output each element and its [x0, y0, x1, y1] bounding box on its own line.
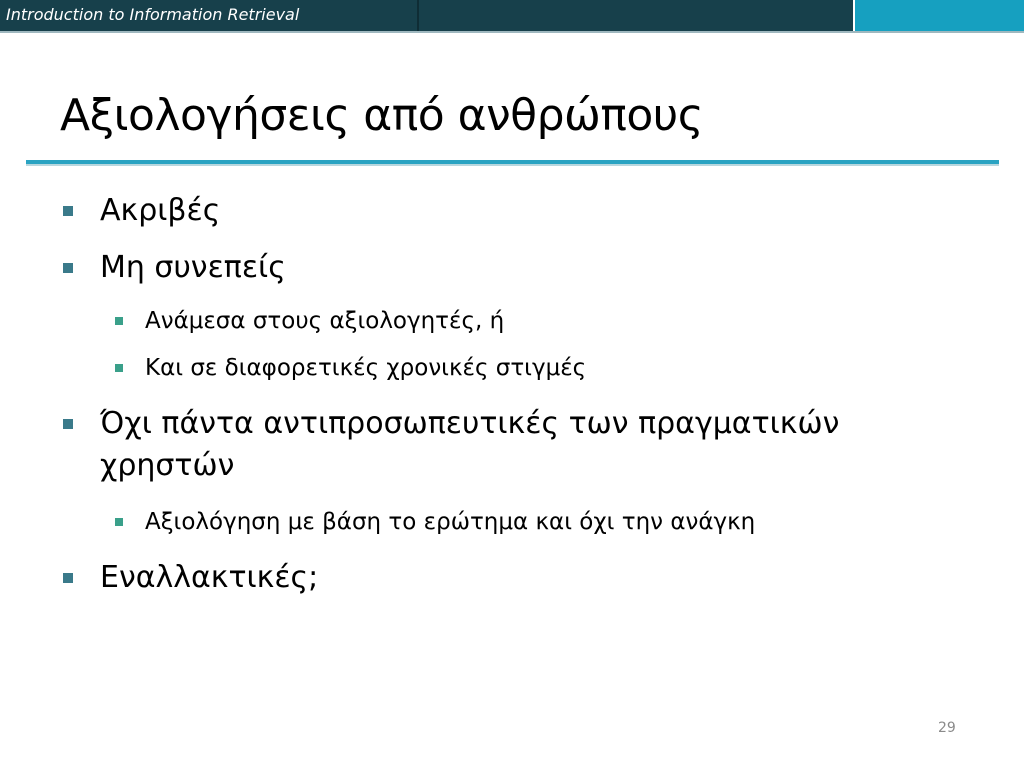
page-number: 29	[938, 720, 956, 736]
square-bullet-icon	[115, 364, 123, 372]
bullet-item	[100, 190, 220, 232]
sub-bullet-item	[145, 306, 504, 336]
square-bullet-icon	[115, 317, 123, 325]
square-bullet-icon	[63, 573, 73, 583]
bullet-text-line2: χρηστών	[100, 448, 235, 483]
bullet-item	[100, 247, 286, 289]
bullet-text: Μη συνεπείς	[100, 250, 286, 285]
bullet-text: Ακριβές	[100, 193, 221, 228]
sub-bullet-text: Αξιολόγηση με βάση το ερώτημα και όχι την ανάγκη	[145, 509, 756, 535]
bullet-item	[100, 557, 318, 599]
square-bullet-icon	[63, 263, 73, 273]
bullet-item	[100, 403, 980, 487]
course-title: Introduction to Information Retrieval	[6, 5, 300, 24]
square-bullet-icon	[63, 206, 73, 216]
square-bullet-icon	[115, 518, 123, 526]
bullet-text: Εναλλακτικές;	[100, 560, 319, 595]
bullet-text-line1: Όχι πάντα αντιπροσωπευτικές των πραγματικών	[100, 406, 840, 441]
slide-title: Αξιολογήσεις από ανθρώπους	[60, 90, 704, 141]
square-bullet-icon	[63, 419, 73, 429]
sub-bullet-item	[145, 353, 586, 383]
sub-bullet-text: Ανάμεσα στους αξιολογητές, ή	[145, 308, 505, 334]
sub-bullet-text: Και σε διαφορετικές χρονικές στιγμές	[145, 355, 587, 381]
sub-bullet-item	[145, 507, 755, 537]
